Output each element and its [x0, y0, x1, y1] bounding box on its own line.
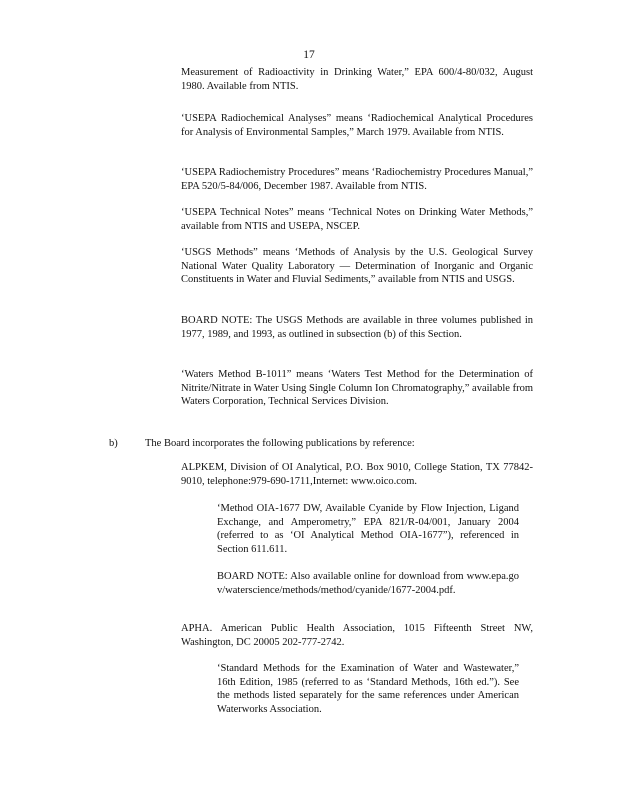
definition-epa-radioactivity-continued: Measurement of Radioactivity in Drinking Water,” EPA 600/4-80/032, August 1980. Available from NTIS. [181, 67, 533, 92]
definition-usepa-radiochemical-analyses: ‘USEPA Radiochemical Analyses” means ‘Radiochemical Analytical Procedures for Analysis of Environmental Samples,” March 1979. Available from NTIS. [181, 113, 533, 138]
subsection-label: b) [109, 438, 118, 449]
alpkem-address: ALPKEM, Division of OI Analytical, P.O. Box 9010, College Station, TX 77842-9010, telephone:979-690-1711,Internet: www.oico.com. [181, 462, 533, 487]
definition-usgs-methods: ‘USGS Methods” means ‘Methods of Analysis by the U.S. Geological Survey National Water Quality Laboratory — Determination of Inorganic and Organic Constituents in Water and Fluvial Sediments,” available from NTIS and USGS. [181, 247, 533, 285]
definition-usepa-technical-notes: ‘USEPA Technical Notes” means ‘Technical Notes on Drinking Water Methods,” available from NTIS and USEPA, NSCEP. [181, 207, 533, 232]
page-number: 17 [303, 49, 315, 61]
board-note-usgs: BOARD NOTE: The USGS Methods are available in three volumes published in 1977, 1989, and 1993, as outlined in subsection (b) of this Section. [181, 315, 533, 340]
alpkem-method-oia-1677: ‘Method OIA-1677 DW, Available Cyanide by Flow Injection, Ligand Exchange, and Amperometry,” EPA 821/R-04/001, January 2004 (referred to as ‘OI Analytical Method OIA-1677”), referenced in Section 611.611. [217, 503, 519, 555]
apha-standard-methods: ‘Standard Methods for the Examination of Water and Wastewater,” 16th Edition, 1985 (referred to as ‘Standard Methods, 16th ed.”). See the methods listed separately for the same references under American Waterworks Association. [217, 663, 519, 715]
definition-usepa-radiochemistry-procedures: ‘USEPA Radiochemistry Procedures” means ‘Radiochemistry Procedures Manual,” EPA 520/5-84/006, December 1987. Available from NTIS. [181, 167, 533, 192]
definition-waters-method: ‘Waters Method B-1011” means ‘Waters Test Method for the Determination of Nitrite/Nitrate in Water Using Single Column Ion Chromatography,” available from Waters Corporation, Technical Services Division. [181, 369, 533, 407]
apha-address: APHA. American Public Health Association, 1015 Fifteenth Street NW, Washington, DC 20005 202-777-2742. [181, 623, 533, 648]
subsection-heading: The Board incorporates the following publications by reference: [145, 438, 415, 449]
alpkem-board-note: BOARD NOTE: Also available online for download from www.epa.gov/waterscience/methods/method/cyanide/1677-2004.pdf. [217, 571, 519, 596]
